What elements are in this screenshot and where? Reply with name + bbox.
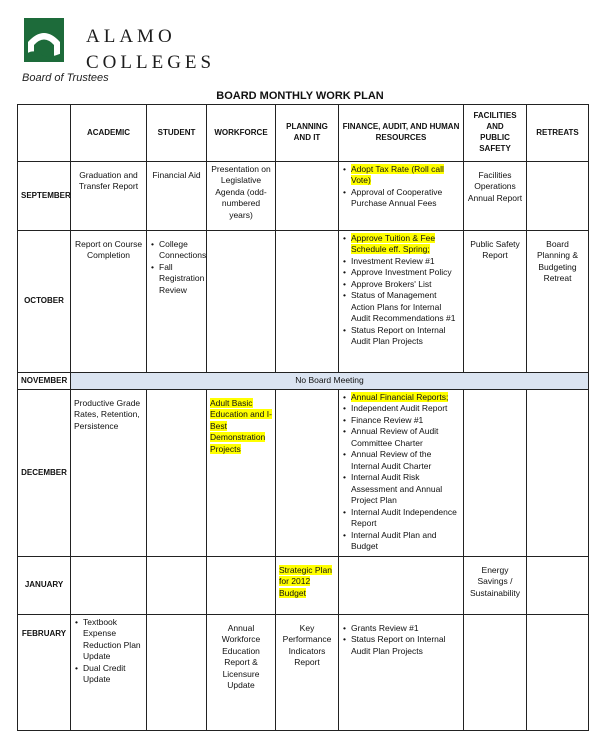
cell-december-finance [339,390,464,557]
table-row-january [18,557,589,615]
col-header-finance [339,105,464,162]
list-item: • Annual Review of Audit Committee Charter [351,426,460,449]
cell-september-planning [276,162,339,231]
cell-october-facilities: Public Safety Report [464,231,527,373]
col-header-planning [276,105,339,162]
list-item: • Fall Registration Review [159,262,203,296]
col-header-finance-line1: FINANCE, AUDIT, AND HUMAN [342,122,460,132]
col-header-facilities-line2: PUBLIC SAFETY [479,133,511,153]
list-item: • Approve Investment Policy [351,267,460,278]
planning-item-text: Strategic Plan for 2012 Budget [279,565,332,598]
cell-september-workforce: Presentation on Legislative Agenda (odd-numbered years) [207,162,276,231]
list-item: • Finance Review #1 [351,415,460,426]
cell-february-workforce: Annual Workforce Education Report & Licensure Update [207,615,276,731]
list-item: • Status Report on Internal Audit Plan Projects [351,634,460,657]
cell-december-planning [276,390,339,557]
list-item [351,392,460,403]
board-of-trustees-label: Board of Trustees [22,72,109,84]
cell-february-finance [339,615,464,731]
cell-january-finance [339,557,464,615]
col-header-facilities [464,105,527,162]
list-item: • Dual Credit Update [83,663,143,686]
table-row-september [18,162,589,231]
list-item: • Grants Review #1 [351,623,460,634]
cell-september-facilities: Facilities Operations Annual Report [464,162,527,231]
cell-october-retreats: Board Planning & Budgeting Retreat [527,231,589,373]
brand-line-1: ALAMO [86,26,176,47]
cell-january-academic [71,557,147,615]
cell-october-finance [339,231,464,373]
month-january: JANUARY [18,557,71,615]
finance-item-text: Annual Financial Reports; [351,392,449,402]
col-header-month [18,105,71,162]
table-row-december [18,390,589,557]
cell-september-academic: Graduation and Transfer Report [71,162,147,231]
cell-october-planning [276,231,339,373]
cell-december-academic: Productive Grade Rates, Retention, Persistence [71,390,147,557]
table-row-february [18,615,589,731]
table-row-october [18,231,589,373]
cell-november-note: No Board Meeting [71,373,589,390]
cell-december-facilities [464,390,527,557]
list-item: • Internal Audit Risk Assessment and Annual Project Plan [351,472,460,506]
cell-october-workforce [207,231,276,373]
month-november: NOVEMBER [18,373,71,390]
month-february: FEBRUARY [18,615,71,731]
list-item [351,233,460,256]
cell-october-academic: Report on Course Completion [71,231,147,373]
list-item: • Approval of Cooperative Purchase Annual Fees [351,187,460,210]
col-header-workforce: WORKFORCE [207,105,276,162]
list-item: • Internal Audit Plan and Budget [351,530,460,553]
col-header-planning-line1: PLANNING [286,122,328,132]
alamo-colleges-logo [20,12,220,88]
cell-february-planning: Key Performance Indicators Report [276,615,339,731]
list-item [351,164,460,187]
workforce-item-text: Adult Basic Education and I-Best Demonstration Projects [210,398,272,454]
logo-arch-icon [24,18,64,62]
cell-december-student [147,390,207,557]
col-header-facilities-line1: FACILITIES AND [473,111,517,132]
cell-january-facilities: Energy Savings / Sustainability [464,557,527,615]
col-header-retreats: RETREATS [527,105,589,162]
cell-december-workforce [207,390,276,557]
list-item: • Annual Review of the Internal Audit Charter [351,449,460,472]
list-item: • Investment Review #1 [351,256,460,267]
list-item: • College Connections [159,239,203,262]
cell-october-student [147,231,207,373]
month-october: OCTOBER [18,231,71,373]
work-plan-table [17,104,589,731]
list-item: • Textbook Expense Reduction Plan Update [83,617,143,663]
table-row-november [18,373,589,390]
list-item: • Status Report on Internal Audit Plan Projects [351,325,460,348]
cell-september-finance [339,162,464,231]
month-december: DECEMBER [18,390,71,557]
cell-february-academic [71,615,147,731]
finance-item-text: Adopt Tax Rate (Roll call Vote) [351,164,444,186]
cell-september-retreats [527,162,589,231]
month-september: SEPTEMBER [18,162,71,231]
col-header-finance-line2: RESOURCES [375,133,427,142]
header-row [18,105,589,162]
cell-january-retreats [527,557,589,615]
finance-item-text: Approve Tuition & Fee Schedule eff. Spring; [351,233,436,255]
cell-december-retreats [527,390,589,557]
page-title: BOARD MONTHLY WORK PLAN [216,90,384,102]
list-item: • Internal Audit Independence Report [351,507,460,530]
list-item: • Approve Brokers' List [351,279,460,290]
cell-january-student [147,557,207,615]
col-header-academic: ACADEMIC [71,105,147,162]
cell-january-planning [276,557,339,615]
list-item: • Independent Audit Report [351,403,460,414]
cell-february-student [147,615,207,731]
cell-january-workforce [207,557,276,615]
col-header-student: STUDENT [147,105,207,162]
brand-line-2: COLLEGES [86,52,216,73]
cell-september-student: Financial Aid [147,162,207,231]
cell-february-retreats [527,615,589,731]
cell-february-facilities [464,615,527,731]
col-header-planning-line2: AND IT [293,133,321,142]
list-item: • Status of Management Action Plans for Internal Audit Recommendations #1 [351,290,460,324]
